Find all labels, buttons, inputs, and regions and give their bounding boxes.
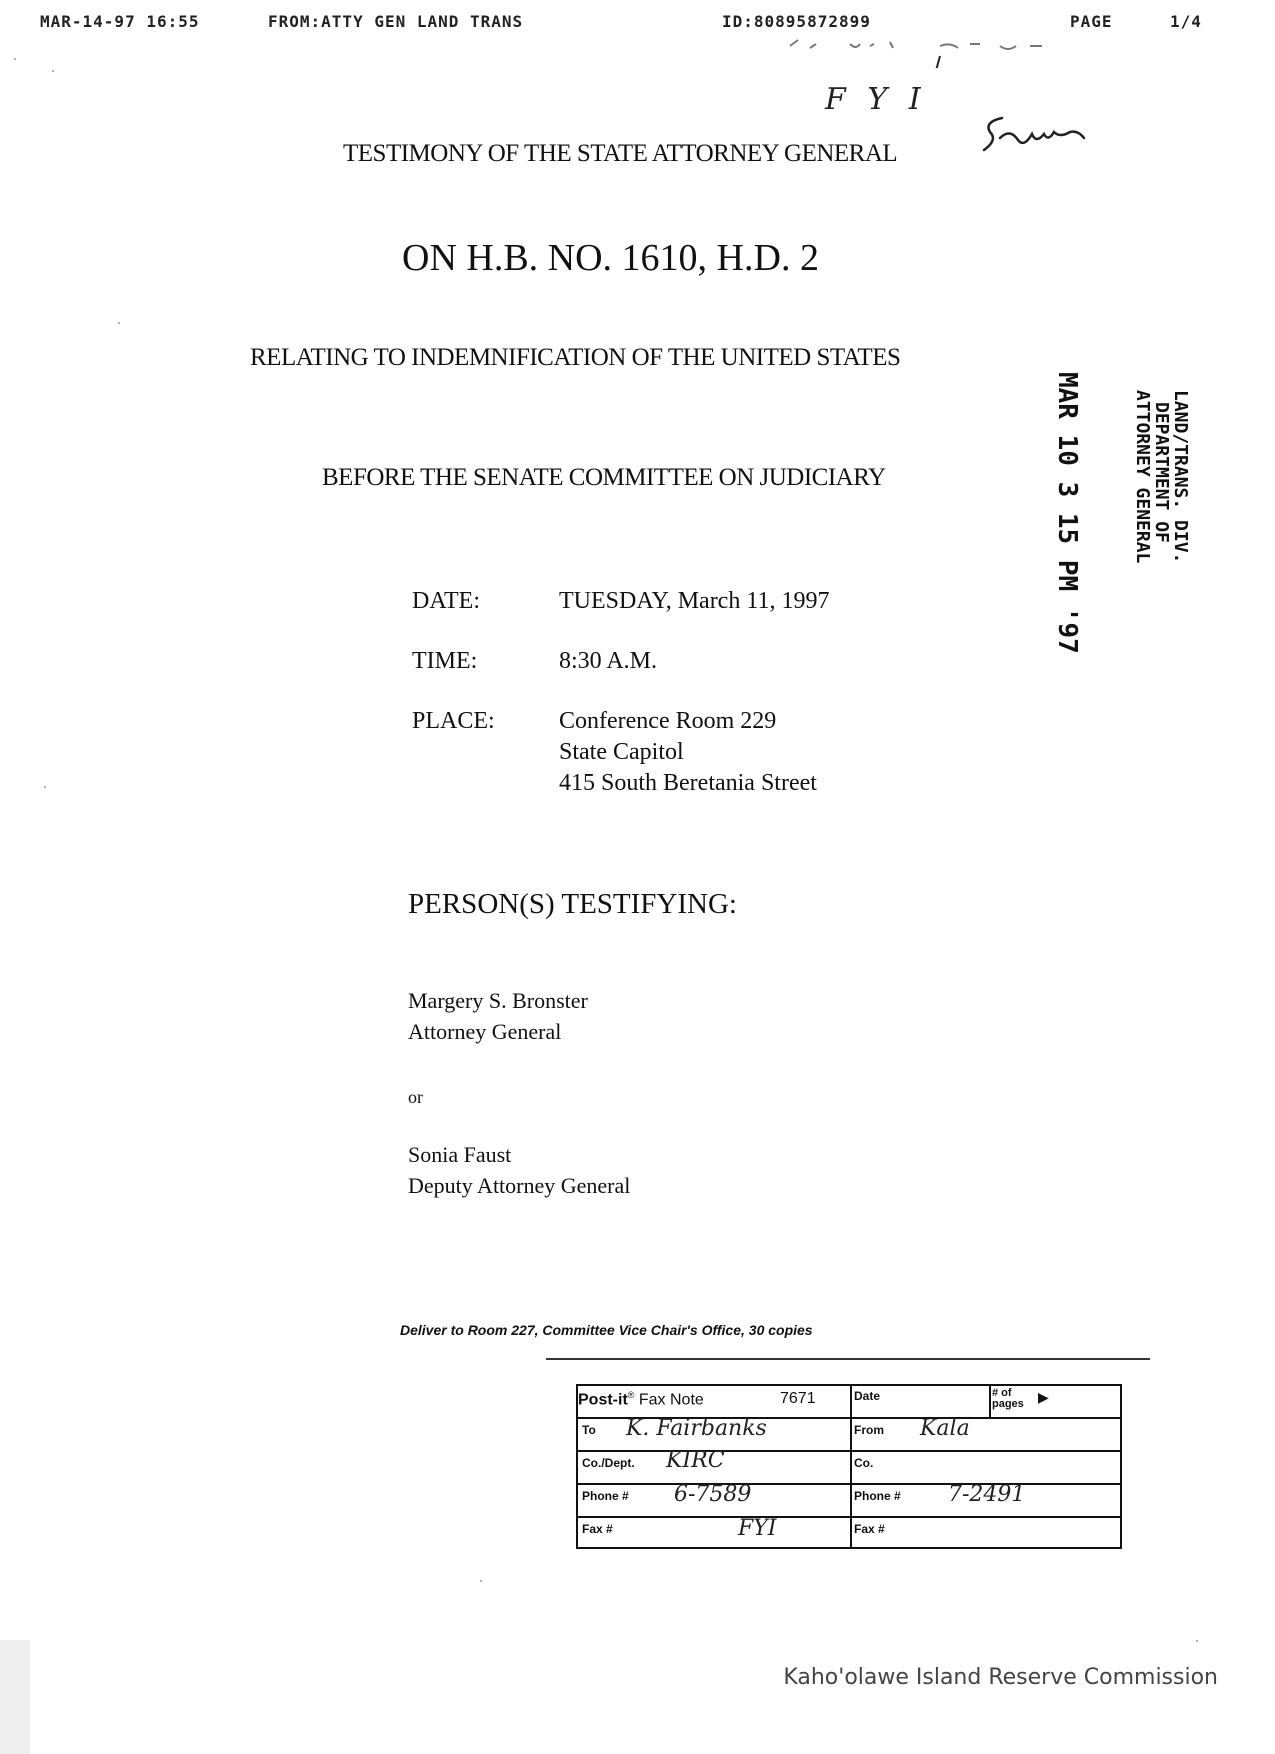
arrow-icon: ▶ bbox=[1038, 1389, 1049, 1405]
scan-speck bbox=[480, 1580, 482, 1582]
postit-from-value: Kala bbox=[920, 1416, 970, 1441]
received-stamp bbox=[1133, 390, 1190, 563]
committee-heading: BEFORE THE SENATE COMMITTEE ON JUDICIARY bbox=[322, 464, 886, 491]
place-street: 415 South Beretania Street bbox=[559, 770, 817, 796]
postit-fax-row bbox=[578, 1516, 850, 1549]
postit-fax2-row bbox=[850, 1516, 1122, 1549]
postit-co-row bbox=[850, 1450, 1122, 1483]
persons-heading: PERSON(S) TESTIFYING: bbox=[408, 888, 737, 920]
postit-from-label: From bbox=[854, 1423, 884, 1437]
time-value: 8:30 A.M. bbox=[559, 648, 658, 674]
postit-pages-divider bbox=[989, 1386, 991, 1417]
scan-speck bbox=[118, 322, 120, 324]
postit-fax-note bbox=[576, 1384, 1122, 1549]
or-separator: or bbox=[408, 1087, 423, 1107]
postit-header: Post-it® Fax Note 7671 bbox=[578, 1390, 816, 1409]
place-room: Conference Room 229 bbox=[559, 708, 777, 734]
person1-title: Attorney General bbox=[408, 1019, 562, 1044]
postit-to-value: K. Fairbanks bbox=[626, 1416, 767, 1441]
person2-title: Deputy Attorney General bbox=[408, 1173, 631, 1198]
postit-to-label: To bbox=[582, 1423, 596, 1437]
handwritten-initials bbox=[980, 110, 1100, 155]
postit-codept-value: KIRC bbox=[666, 1448, 725, 1473]
postit-fax-note-label: Fax Note bbox=[638, 1391, 704, 1409]
scan-speck bbox=[14, 58, 16, 60]
person1-name: Margery S. Bronster bbox=[408, 988, 588, 1013]
received-timestamp: MAR 10 3 15 PM '97 bbox=[1052, 372, 1082, 654]
fax-id: ID:80895872899 bbox=[722, 12, 871, 31]
postit-pages-label: # of pages bbox=[992, 1387, 1024, 1410]
fax-header bbox=[0, 12, 1275, 38]
fax-date-time: MAR-14-97 16:55 bbox=[40, 12, 200, 31]
postit-co-label: Co. bbox=[854, 1456, 874, 1470]
postit-number: 7671 bbox=[780, 1390, 816, 1407]
document-title: TESTIMONY OF THE STATE ATTORNEY GENERAL bbox=[343, 140, 898, 167]
handwritten-fyi: F Y I bbox=[825, 82, 927, 117]
fax-from: FROM:ATTY GEN LAND TRANS bbox=[268, 12, 524, 31]
postit-fax-label: Fax # bbox=[582, 1522, 613, 1536]
postit-brand: Post-it bbox=[578, 1391, 628, 1409]
scan-speck bbox=[52, 70, 54, 72]
place-building: State Capitol bbox=[559, 739, 684, 765]
postit-from-row bbox=[850, 1417, 1122, 1450]
fax-page-number: 1/4 bbox=[1170, 12, 1202, 31]
stamp-office: ATTORNEY GENERAL bbox=[1132, 390, 1153, 564]
handwritten-scribble bbox=[780, 28, 1080, 68]
collection-footer: Kaho'olawe Island Reserve Commission bbox=[783, 1665, 1218, 1690]
postit-fax2-label: Fax # bbox=[854, 1522, 885, 1536]
bill-number: ON H.B. NO. 1610, H.D. 2 bbox=[402, 237, 819, 279]
fax-page-label: PAGE bbox=[1070, 12, 1113, 31]
postit-fax-value: FYI bbox=[738, 1516, 777, 1541]
stamp-division: LAND/TRANS. DIV. bbox=[1170, 390, 1191, 564]
stamp-department: DEPARTMENT OF bbox=[1151, 402, 1172, 543]
postit-phone-label: Phone # bbox=[582, 1489, 629, 1503]
person2-name: Sonia Faust bbox=[408, 1142, 512, 1167]
divider-line bbox=[546, 1358, 1150, 1360]
place-label: PLACE: bbox=[412, 708, 495, 734]
time-label: TIME: bbox=[412, 648, 478, 674]
postit-phone2-label: Phone # bbox=[854, 1489, 901, 1503]
bill-subject: RELATING TO INDEMNIFICATION OF THE UNITED STATES bbox=[250, 344, 901, 371]
postit-codept-label: Co./Dept. bbox=[582, 1456, 635, 1470]
delivery-note: Deliver to Room 227, Committee Vice Chair's Office, 30 copies bbox=[400, 1322, 813, 1338]
postit-phone2-value: 7-2491 bbox=[948, 1482, 1026, 1507]
scan-edge-shadow bbox=[0, 1640, 30, 1754]
postit-phone-value: 6-7589 bbox=[674, 1482, 752, 1507]
date-label: DATE: bbox=[412, 588, 480, 614]
scan-speck bbox=[44, 786, 46, 788]
date-value: TUESDAY, March 11, 1997 bbox=[559, 588, 830, 614]
postit-date-label: Date bbox=[854, 1389, 881, 1403]
scan-speck bbox=[1196, 1640, 1198, 1642]
